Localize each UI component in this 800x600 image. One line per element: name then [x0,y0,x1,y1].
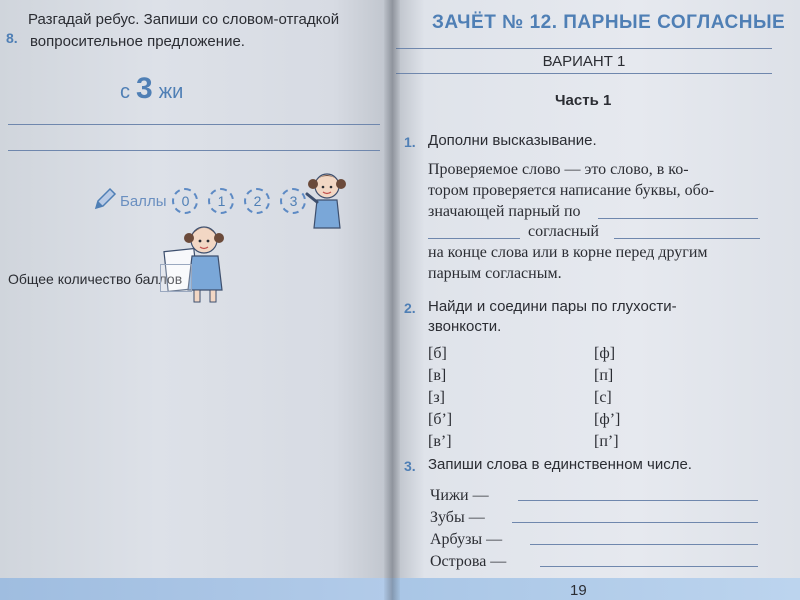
task-1-instruction: Дополни высказывание. [428,132,597,149]
rebus-prefix: с [120,81,130,103]
task-1-line-5: на конце слова или в корне перед другим [428,244,708,261]
task-2-line-1: Найди и соедини пары по глухости- [428,298,677,315]
voiced-item[interactable]: [б’] [428,411,453,428]
rebus-suffix: жи [158,81,184,103]
word-item: Острова — [430,553,507,570]
voiceless-column [594,343,620,453]
task-3-number: 3. [404,458,416,474]
book-spine [384,0,400,600]
answer-line-1[interactable] [8,124,380,125]
task-1-line-2: тором проверяется написание буквы, обо- [428,182,715,199]
fill-blank-1[interactable] [598,218,758,219]
voiceless-item[interactable]: [ф’] [594,411,621,428]
voiced-item[interactable]: [в’] [428,433,452,450]
page-number: 19 [570,582,587,599]
rebus-digit: 3 [136,72,153,105]
answer-line-arbuzy[interactable] [530,544,758,545]
word-item: Чижи — [430,487,489,504]
answer-line-zuby[interactable] [512,522,758,523]
voiced-item[interactable]: [б] [428,345,447,362]
task-1-line-6: парным согласным. [428,265,562,282]
total-score-label: Общее количество баллов [8,271,183,287]
task-1-line-1: Проверяемое слово — это слово, в ко- [428,161,689,178]
word-item: Арбузы — [430,531,503,548]
left-bottom-band [0,578,392,600]
rebus [120,72,183,106]
score-label: Баллы [120,192,167,210]
answer-line-2[interactable] [8,150,380,151]
score-option-3[interactable]: 3 [280,188,306,214]
left-page [0,0,392,600]
word-list [430,485,506,573]
score-option-0[interactable]: 0 [172,188,198,214]
task-2-line-2: звонкости. [428,318,502,335]
fill-blank-2[interactable] [428,238,520,239]
page-title: ЗАЧЁТ № 12. ПАРНЫЕ СОГЛАСНЫЕ [432,12,786,33]
task-8-line-1: Разгадай ребус. Запиши со словом-отгадкой [28,11,340,28]
girl-waving-icon [305,168,349,232]
voiced-item[interactable]: [в] [428,367,447,384]
voiced-column [428,343,452,453]
score-option-1[interactable]: 1 [208,188,234,214]
total-score-box[interactable] [160,264,192,292]
task-8-number: 8. [6,30,18,46]
fill-blank-3[interactable] [614,238,760,239]
variant-label: ВАРИАНТ 1 [542,52,626,70]
task-1-number: 1. [404,134,416,150]
answer-line-chizhi[interactable] [518,500,758,501]
word-item: Зубы — [430,509,485,526]
voiced-item[interactable]: [з] [428,389,445,406]
task-1-line-4: согласный [528,223,599,240]
task-2-number: 2. [404,300,416,316]
pencil-icon [92,186,118,212]
task-8-line-2: вопросительное предложение. [30,33,245,50]
answer-line-ostrova[interactable] [540,566,758,567]
right-bottom-band [392,578,800,600]
task-1-line-3: значающей парный по [428,203,581,220]
variant-header [396,48,772,74]
voiceless-item[interactable]: [п] [594,367,614,384]
task-3-instruction: Запиши слова в единственном числе. [428,456,692,473]
part-label: Часть 1 [555,92,612,109]
voiceless-item[interactable]: [с] [594,389,612,406]
voiceless-item[interactable]: [ф] [594,345,616,362]
voiceless-item[interactable]: [п’] [594,433,619,450]
score-row [120,188,316,214]
score-option-2[interactable]: 2 [244,188,270,214]
